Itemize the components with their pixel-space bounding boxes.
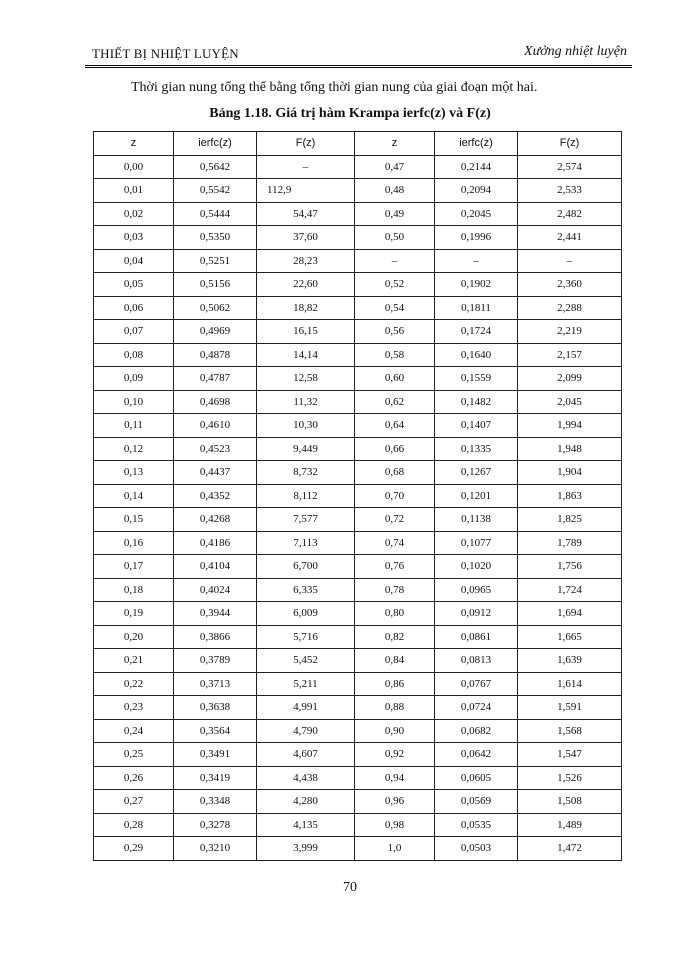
- krampa-table: [93, 131, 622, 861]
- table-cell: 1,756: [518, 555, 622, 579]
- table-row: [94, 367, 622, 391]
- column-header-z: z: [94, 132, 174, 156]
- table-cell: 0,3210: [174, 837, 257, 861]
- table-cell: 0,1996: [435, 226, 518, 250]
- table-cell: 0,1811: [435, 296, 518, 320]
- table-cell: 0,52: [355, 273, 435, 297]
- table-cell: 0,03: [94, 226, 174, 250]
- table-cell: 0,90: [355, 719, 435, 743]
- table-cell: 1,568: [518, 719, 622, 743]
- page-number: 70: [343, 880, 357, 895]
- table-cell: 0,02: [94, 202, 174, 226]
- table-cell: 5,211: [257, 672, 355, 696]
- table-cell: 2,157: [518, 343, 622, 367]
- column-header-f-2: F(z): [518, 132, 622, 156]
- table-cell: 0,23: [94, 696, 174, 720]
- table-cell: 0,08: [94, 343, 174, 367]
- table-cell: 0,4352: [174, 484, 257, 508]
- table-row: [94, 343, 622, 367]
- table-cell: 0,0965: [435, 578, 518, 602]
- table-cell: 0,0503: [435, 837, 518, 861]
- table-cell: 0,2045: [435, 202, 518, 226]
- table-cell: 0,04: [94, 249, 174, 273]
- table-cell: 0,17: [94, 555, 174, 579]
- table-row: [94, 484, 622, 508]
- table-cell: 0,01: [94, 179, 174, 203]
- table-cell: 0,5251: [174, 249, 257, 273]
- table-cell: 0,3564: [174, 719, 257, 743]
- table-row: [94, 461, 622, 485]
- table-cell: 8,732: [257, 461, 355, 485]
- table-cell: 0,1335: [435, 437, 518, 461]
- table-cell: 0,84: [355, 649, 435, 673]
- table-cell: 0,0767: [435, 672, 518, 696]
- table-cell: 0,50: [355, 226, 435, 250]
- table-cell: 2,288: [518, 296, 622, 320]
- table-cell: 0,3713: [174, 672, 257, 696]
- table-cell: 2,045: [518, 390, 622, 414]
- table-cell: 0,20: [94, 625, 174, 649]
- table-cell: 0,58: [355, 343, 435, 367]
- header-book-title: THIẾT BỊ NHIỆT LUYỆN: [92, 46, 239, 61]
- table-row: [94, 625, 622, 649]
- table-cell: 1,639: [518, 649, 622, 673]
- table-cell: 0,78: [355, 578, 435, 602]
- table-cell: 0,4268: [174, 508, 257, 532]
- table-row: [94, 837, 622, 861]
- table-row: [94, 743, 622, 767]
- table-cell: 0,4186: [174, 531, 257, 555]
- column-header-f: F(z): [257, 132, 355, 156]
- table-cell: 0,1267: [435, 461, 518, 485]
- table-cell: 0,26: [94, 766, 174, 790]
- table-cell: 0,27: [94, 790, 174, 814]
- table-row: [94, 155, 622, 179]
- table-cell: 0,98: [355, 813, 435, 837]
- table-cell: 0,05: [94, 273, 174, 297]
- table-cell: 0,18: [94, 578, 174, 602]
- table-cell: 3,999: [257, 837, 355, 861]
- table-cell: 0,16: [94, 531, 174, 555]
- table-cell: 1,508: [518, 790, 622, 814]
- table-cell: 0,12: [94, 437, 174, 461]
- table-cell: 6,335: [257, 578, 355, 602]
- table-cell: 0,09: [94, 367, 174, 391]
- table-cell: 1,591: [518, 696, 622, 720]
- table-row: [94, 602, 622, 626]
- table-cell: –: [435, 249, 518, 273]
- table-cell: 0,19: [94, 602, 174, 626]
- table-cell: 1,825: [518, 508, 622, 532]
- table-cell: 0,0605: [435, 766, 518, 790]
- table-cell: 0,3348: [174, 790, 257, 814]
- table-cell: 2,441: [518, 226, 622, 250]
- table-cell: 0,1201: [435, 484, 518, 508]
- table-cell: 0,96: [355, 790, 435, 814]
- table-row: [94, 766, 622, 790]
- table-cell: 0,10: [94, 390, 174, 414]
- table-cell: 0,56: [355, 320, 435, 344]
- table-cell: 2,482: [518, 202, 622, 226]
- table-cell: 0,29: [94, 837, 174, 861]
- table-cell: 4,280: [257, 790, 355, 814]
- column-header-ierfc: ierfc(z): [174, 132, 257, 156]
- table-cell: 0,21: [94, 649, 174, 673]
- table-cell: 0,3866: [174, 625, 257, 649]
- table-cell: 11,32: [257, 390, 355, 414]
- table-cell: 0,0912: [435, 602, 518, 626]
- table-cell: 0,4610: [174, 414, 257, 438]
- table-cell: 0,5156: [174, 273, 257, 297]
- table-cell: 2,219: [518, 320, 622, 344]
- table-cell: 0,1559: [435, 367, 518, 391]
- table-cell: 0,1482: [435, 390, 518, 414]
- table-cell: 0,1407: [435, 414, 518, 438]
- table-cell: 1,724: [518, 578, 622, 602]
- header-rule: [85, 65, 632, 68]
- table-cell: 0,2144: [435, 155, 518, 179]
- table-cell: 0,5444: [174, 202, 257, 226]
- table-cell: 14,14: [257, 343, 355, 367]
- table-row: [94, 296, 622, 320]
- table-row: [94, 320, 622, 344]
- table-cell: 4,438: [257, 766, 355, 790]
- table-cell: 0,25: [94, 743, 174, 767]
- table-cell: 0,64: [355, 414, 435, 438]
- table-cell: 1,472: [518, 837, 622, 861]
- table-row: [94, 273, 622, 297]
- table-cell: 0,1020: [435, 555, 518, 579]
- table-cell: 0,54: [355, 296, 435, 320]
- table-cell: 112,9: [257, 179, 355, 203]
- table-cell: 0,5542: [174, 179, 257, 203]
- column-header-ierfc-2: ierfc(z): [435, 132, 518, 156]
- table-cell: 9,449: [257, 437, 355, 461]
- table-cell: 2,099: [518, 367, 622, 391]
- table-cell: 37,60: [257, 226, 355, 250]
- table-row: [94, 578, 622, 602]
- table-cell: 0,48: [355, 179, 435, 203]
- table-row: [94, 719, 622, 743]
- table-cell: 0,5642: [174, 155, 257, 179]
- table-cell: 0,72: [355, 508, 435, 532]
- table-header-row: [94, 132, 622, 156]
- table-cell: 7,577: [257, 508, 355, 532]
- table-cell: 4,607: [257, 743, 355, 767]
- table-cell: 0,60: [355, 367, 435, 391]
- table-cell: 0,0642: [435, 743, 518, 767]
- table-cell: 1,904: [518, 461, 622, 485]
- table-cell: 0,82: [355, 625, 435, 649]
- table-cell: 4,790: [257, 719, 355, 743]
- table-cell: 1,489: [518, 813, 622, 837]
- table-cell: 4,135: [257, 813, 355, 837]
- table-row: [94, 531, 622, 555]
- table-cell: 1,863: [518, 484, 622, 508]
- table-cell: 5,716: [257, 625, 355, 649]
- table-cell: 0,1077: [435, 531, 518, 555]
- table-cell: 0,14: [94, 484, 174, 508]
- table-cell: 22,60: [257, 273, 355, 297]
- table-cell: 0,88: [355, 696, 435, 720]
- table-row: [94, 202, 622, 226]
- table-cell: 0,4024: [174, 578, 257, 602]
- table-row: [94, 790, 622, 814]
- table-cell: 0,76: [355, 555, 435, 579]
- table-cell: 0,0569: [435, 790, 518, 814]
- table-body: [94, 155, 622, 860]
- table-cell: 0,0861: [435, 625, 518, 649]
- table-cell: 0,3789: [174, 649, 257, 673]
- table-cell: 0,24: [94, 719, 174, 743]
- header-section-title: Xưởng nhiệt luyện: [524, 44, 627, 59]
- table-cell: 0,5062: [174, 296, 257, 320]
- table-cell: 54,47: [257, 202, 355, 226]
- table-cell: 1,547: [518, 743, 622, 767]
- table-cell: 0,47: [355, 155, 435, 179]
- table-cell: 0,3944: [174, 602, 257, 626]
- table-cell: 12,58: [257, 367, 355, 391]
- table-cell: 1,789: [518, 531, 622, 555]
- table-row: [94, 179, 622, 203]
- table-row: [94, 437, 622, 461]
- table-cell: 0,06: [94, 296, 174, 320]
- table-cell: 2,533: [518, 179, 622, 203]
- table-cell: 0,28: [94, 813, 174, 837]
- table-cell: 0,3491: [174, 743, 257, 767]
- table-cell: 2,360: [518, 273, 622, 297]
- table-cell: –: [355, 249, 435, 273]
- table-cell: 0,2094: [435, 179, 518, 203]
- table-cell: –: [257, 155, 355, 179]
- table-cell: 1,665: [518, 625, 622, 649]
- table-row: [94, 672, 622, 696]
- table-cell: 0,3278: [174, 813, 257, 837]
- table-cell: 2,574: [518, 155, 622, 179]
- table-cell: 0,4787: [174, 367, 257, 391]
- table-cell: 0,1902: [435, 273, 518, 297]
- table-cell: 1,614: [518, 672, 622, 696]
- table-cell: 0,4523: [174, 437, 257, 461]
- table-cell: 0,1640: [435, 343, 518, 367]
- table-caption: Bảng 1.18. Giá trị hàm Krampa ierfc(z) và F(z): [209, 106, 491, 121]
- table-row: [94, 649, 622, 673]
- table-row: [94, 390, 622, 414]
- table-cell: 0,0535: [435, 813, 518, 837]
- table-cell: 0,5350: [174, 226, 257, 250]
- table-cell: 0,74: [355, 531, 435, 555]
- intro-paragraph: Thời gian nung tổng thể bằng tổng thời gian nung của giai đoạn một hai.: [131, 80, 538, 95]
- table-cell: 8,112: [257, 484, 355, 508]
- table-cell: 0,0682: [435, 719, 518, 743]
- table-cell: 1,526: [518, 766, 622, 790]
- table-cell: 0,66: [355, 437, 435, 461]
- table-cell: 0,13: [94, 461, 174, 485]
- table-cell: 0,49: [355, 202, 435, 226]
- table-cell: 1,994: [518, 414, 622, 438]
- table-cell: 0,4698: [174, 390, 257, 414]
- table-cell: 28,23: [257, 249, 355, 273]
- table-cell: 0,86: [355, 672, 435, 696]
- table-cell: 5,452: [257, 649, 355, 673]
- table-cell: 0,62: [355, 390, 435, 414]
- table-cell: 0,94: [355, 766, 435, 790]
- table-cell: 1,694: [518, 602, 622, 626]
- table-cell: 0,22: [94, 672, 174, 696]
- table-cell: 0,70: [355, 484, 435, 508]
- table-cell: 1,0: [355, 837, 435, 861]
- table-cell: 0,4969: [174, 320, 257, 344]
- table-row: [94, 508, 622, 532]
- table-cell: 0,07: [94, 320, 174, 344]
- column-header-z-2: z: [355, 132, 435, 156]
- table-cell: 10,30: [257, 414, 355, 438]
- table-row: [94, 226, 622, 250]
- table-cell: 0,0724: [435, 696, 518, 720]
- table-cell: 0,1138: [435, 508, 518, 532]
- table-row: [94, 414, 622, 438]
- table-cell: 0,92: [355, 743, 435, 767]
- table-cell: –: [518, 249, 622, 273]
- table-cell: 0,4104: [174, 555, 257, 579]
- table-cell: 7,113: [257, 531, 355, 555]
- table-cell: 18,82: [257, 296, 355, 320]
- table-cell: 0,3419: [174, 766, 257, 790]
- table-cell: 6,009: [257, 602, 355, 626]
- table-cell: 0,4437: [174, 461, 257, 485]
- table-cell: 0,68: [355, 461, 435, 485]
- table-row: [94, 813, 622, 837]
- table-cell: 6,700: [257, 555, 355, 579]
- table-cell: 4,991: [257, 696, 355, 720]
- table-cell: 0,3638: [174, 696, 257, 720]
- table-cell: 0,15: [94, 508, 174, 532]
- table-cell: 0,0813: [435, 649, 518, 673]
- table-row: [94, 555, 622, 579]
- table-cell: 0,80: [355, 602, 435, 626]
- table-cell: 0,1724: [435, 320, 518, 344]
- table-row: [94, 696, 622, 720]
- table-cell: 0,11: [94, 414, 174, 438]
- table-cell: 1,948: [518, 437, 622, 461]
- table-cell: 0,4878: [174, 343, 257, 367]
- table-cell: 0,00: [94, 155, 174, 179]
- table-cell: 16,15: [257, 320, 355, 344]
- table-row: [94, 249, 622, 273]
